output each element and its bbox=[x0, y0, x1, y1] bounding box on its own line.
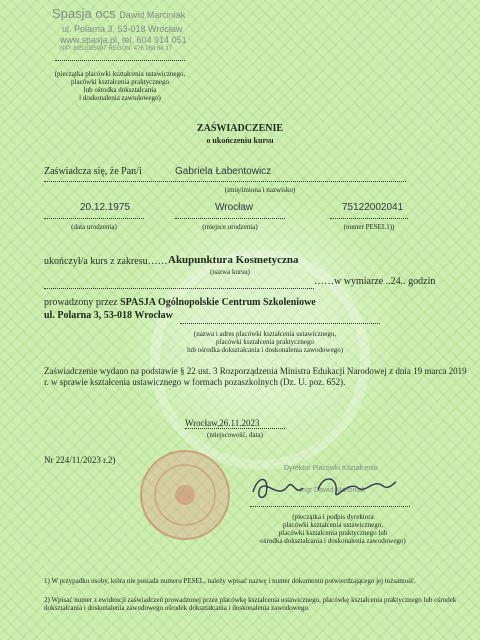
stamp-owner: Dawid Marciniak bbox=[119, 10, 186, 20]
stamp-ids: NIP: 8952085987 REGON: 476 268 68 17 bbox=[60, 46, 173, 52]
person-name: Gabriela Łabentowicz bbox=[175, 166, 272, 177]
institution-caption-line: placówki kształcenia praktycznego bbox=[71, 78, 169, 86]
signature-caption-line: ośrodka dokształcania i doskonalenia zawodowego) bbox=[260, 537, 406, 545]
place-date-dotline bbox=[185, 428, 285, 429]
signature-stamp-title: Dyrektor Placówki Kształcenia bbox=[284, 465, 378, 472]
course-caption: (nazwa kursu) bbox=[210, 268, 250, 276]
pesel-caption: (numer PESEL1)) bbox=[343, 223, 395, 231]
course-prefix: ukończył/a kurs z zakresu…… bbox=[44, 256, 168, 267]
pesel-dotline bbox=[330, 218, 408, 219]
stamp-company-name: Spasja ocs bbox=[52, 6, 116, 21]
certificate-number: Nr 224/11/2023 r.2) bbox=[44, 455, 116, 465]
birth-date-caption: (data urodzenia) bbox=[71, 223, 117, 231]
institution-caption bbox=[40, 70, 200, 102]
birth-place: Wrocław bbox=[215, 202, 254, 213]
organizer-dotline bbox=[180, 323, 380, 324]
document-subtitle: o ukończeniu kursu bbox=[206, 136, 274, 145]
signature-caption bbox=[248, 513, 418, 545]
footnote-2: 2) Wpisać numer z ewidencji zaświadczeń prowadzonej przez placówkę kształcenia ustawicznego, placówkę kształcenia praktycznego lub ośrodek dokształcania i doskonalenia zawodowego ośrodek dokształcania i doskonalenia zawodowego. bbox=[44, 596, 457, 612]
institution-caption-line: (pieczątka placówki kształcenia ustawicznego, bbox=[54, 70, 186, 78]
name-caption: (imię/imiona i nazwisko) bbox=[224, 186, 296, 194]
signature-stamp-name: mgr Dawid Marciniak bbox=[300, 487, 366, 494]
organizer-caption bbox=[150, 330, 380, 354]
organizer-caption-line: lub ośrodka dokształcania i doskonalenia zawodowego) bbox=[186, 346, 344, 354]
course-dotline bbox=[44, 288, 314, 289]
pesel-number: 75122002041 bbox=[342, 202, 404, 213]
signature-caption-line: placówki kształcenia praktycznego lub bbox=[278, 529, 388, 537]
signature-dotline bbox=[250, 506, 410, 507]
round-seal-icon bbox=[138, 448, 233, 543]
organizer-line bbox=[44, 297, 316, 308]
name-dotline bbox=[44, 181, 406, 182]
course-hours: ……w wymiarze ..24.. godzin bbox=[314, 276, 436, 287]
stamp-address: ul. Polarna 3, 53-018 Wrocław bbox=[62, 24, 183, 34]
birth-place-dotline bbox=[175, 218, 285, 219]
certify-label: Zaświadcza się, że Pan/i bbox=[44, 166, 142, 177]
place-date: Wrocław,26.11.2023 bbox=[185, 418, 260, 428]
document-title: ZAŚWIADCZENIE bbox=[196, 123, 284, 134]
birth-date: 20.12.1975 bbox=[80, 202, 131, 213]
organizer-prefix: prowadzony przez bbox=[44, 297, 118, 308]
organizer-name: SPASJA Ogólnopolskie Centrum Szkoleniowe bbox=[120, 297, 316, 308]
birth-place-caption: (miejsce urodzenia) bbox=[202, 223, 258, 231]
signature-caption-line: (pieczątka i podpis dyrektora bbox=[292, 513, 374, 521]
organizer-caption-line: (nazwa i adres placówki kształcenia ustawicznego, bbox=[193, 330, 337, 338]
course-name: Akupunktura Kosmetyczna bbox=[168, 254, 299, 266]
legal-basis: Zaświadczenie wydano na podstawie § 22 ust. 3 Rozporządzenia Ministra Edukacji Narodowej z dnia 19 marca 2019 r. w sprawie kształcenia ustawicznego w formach pozaszkolnych (Dz. U. poz. 652). bbox=[44, 366, 467, 387]
handwritten-signature-icon bbox=[248, 470, 398, 505]
stamp-company bbox=[52, 6, 185, 21]
stamp-web-phone: www.spasja.pl, tel. 604 914 051 bbox=[60, 35, 187, 45]
institution-caption-line: i doskonalenia zawodowego) bbox=[79, 94, 161, 102]
place-date-caption: (miejscowość, data) bbox=[207, 431, 263, 439]
organizer-address: ul. Polarna 3, 53-018 Wrocław bbox=[44, 310, 173, 321]
footnote-1: 1) W przypadku osoby, która nie posiada numeru PESEL, należy wpisać nazwę i numer dokumentu potwierdzającego jej tożsamość. bbox=[44, 577, 416, 585]
birth-date-dotline bbox=[44, 218, 144, 219]
signature-caption-line: placówki kształcenia ustawicznego, bbox=[282, 521, 384, 529]
organizer-caption-line: placówki kształcenia praktycznego bbox=[216, 338, 314, 346]
stamp-dotline bbox=[55, 60, 185, 61]
institution-caption-line: lub ośrodka dokształcania bbox=[83, 86, 157, 94]
